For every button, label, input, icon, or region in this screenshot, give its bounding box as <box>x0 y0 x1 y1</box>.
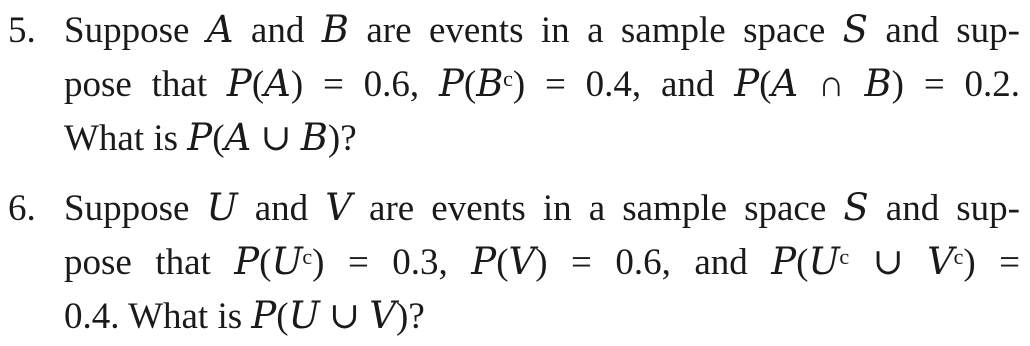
problem-6-line-1 <box>0 184 1020 238</box>
problem-5-text-line-1: Suppose 𝐴 and 𝐵 are events in a sample space 𝑆 and sup- <box>64 10 1020 51</box>
problem-5-number: 5. <box>8 10 36 51</box>
problem-6-text-line-3: 0.4. What is 𝑃(𝑈 ∪ 𝑉)? <box>64 296 425 337</box>
problem-5-text-line-2: pose that 𝑃(𝐴) = 0.6, 𝑃(𝐵ᶜ) = 0.4, and 𝑃(𝐴 ∩ 𝐵) = 0.2. <box>64 64 1020 105</box>
problem-6-line-2 <box>0 238 1020 292</box>
problem-6-line-3 <box>0 292 1020 346</box>
problem-6 <box>0 184 1020 346</box>
problem-5-line-2 <box>0 60 1020 114</box>
problem-5 <box>0 6 1020 168</box>
problem-5-line-3 <box>0 114 1020 168</box>
problem-6-text-line-2: pose that 𝑃(𝑈ᶜ) = 0.3, 𝑃(𝑉) = 0.6, and 𝑃(𝑈ᶜ ∪ 𝑉ᶜ) = <box>64 242 1020 283</box>
problem-5-text-line-3: What is 𝑃(𝐴 ∪ 𝐵)? <box>64 118 357 159</box>
problem-5-line-1 <box>0 6 1020 60</box>
problem-6-text-line-1: Suppose 𝑈 and 𝑉 are events in a sample space 𝑆 and sup- <box>64 188 1020 229</box>
problem-6-number: 6. <box>8 188 36 229</box>
